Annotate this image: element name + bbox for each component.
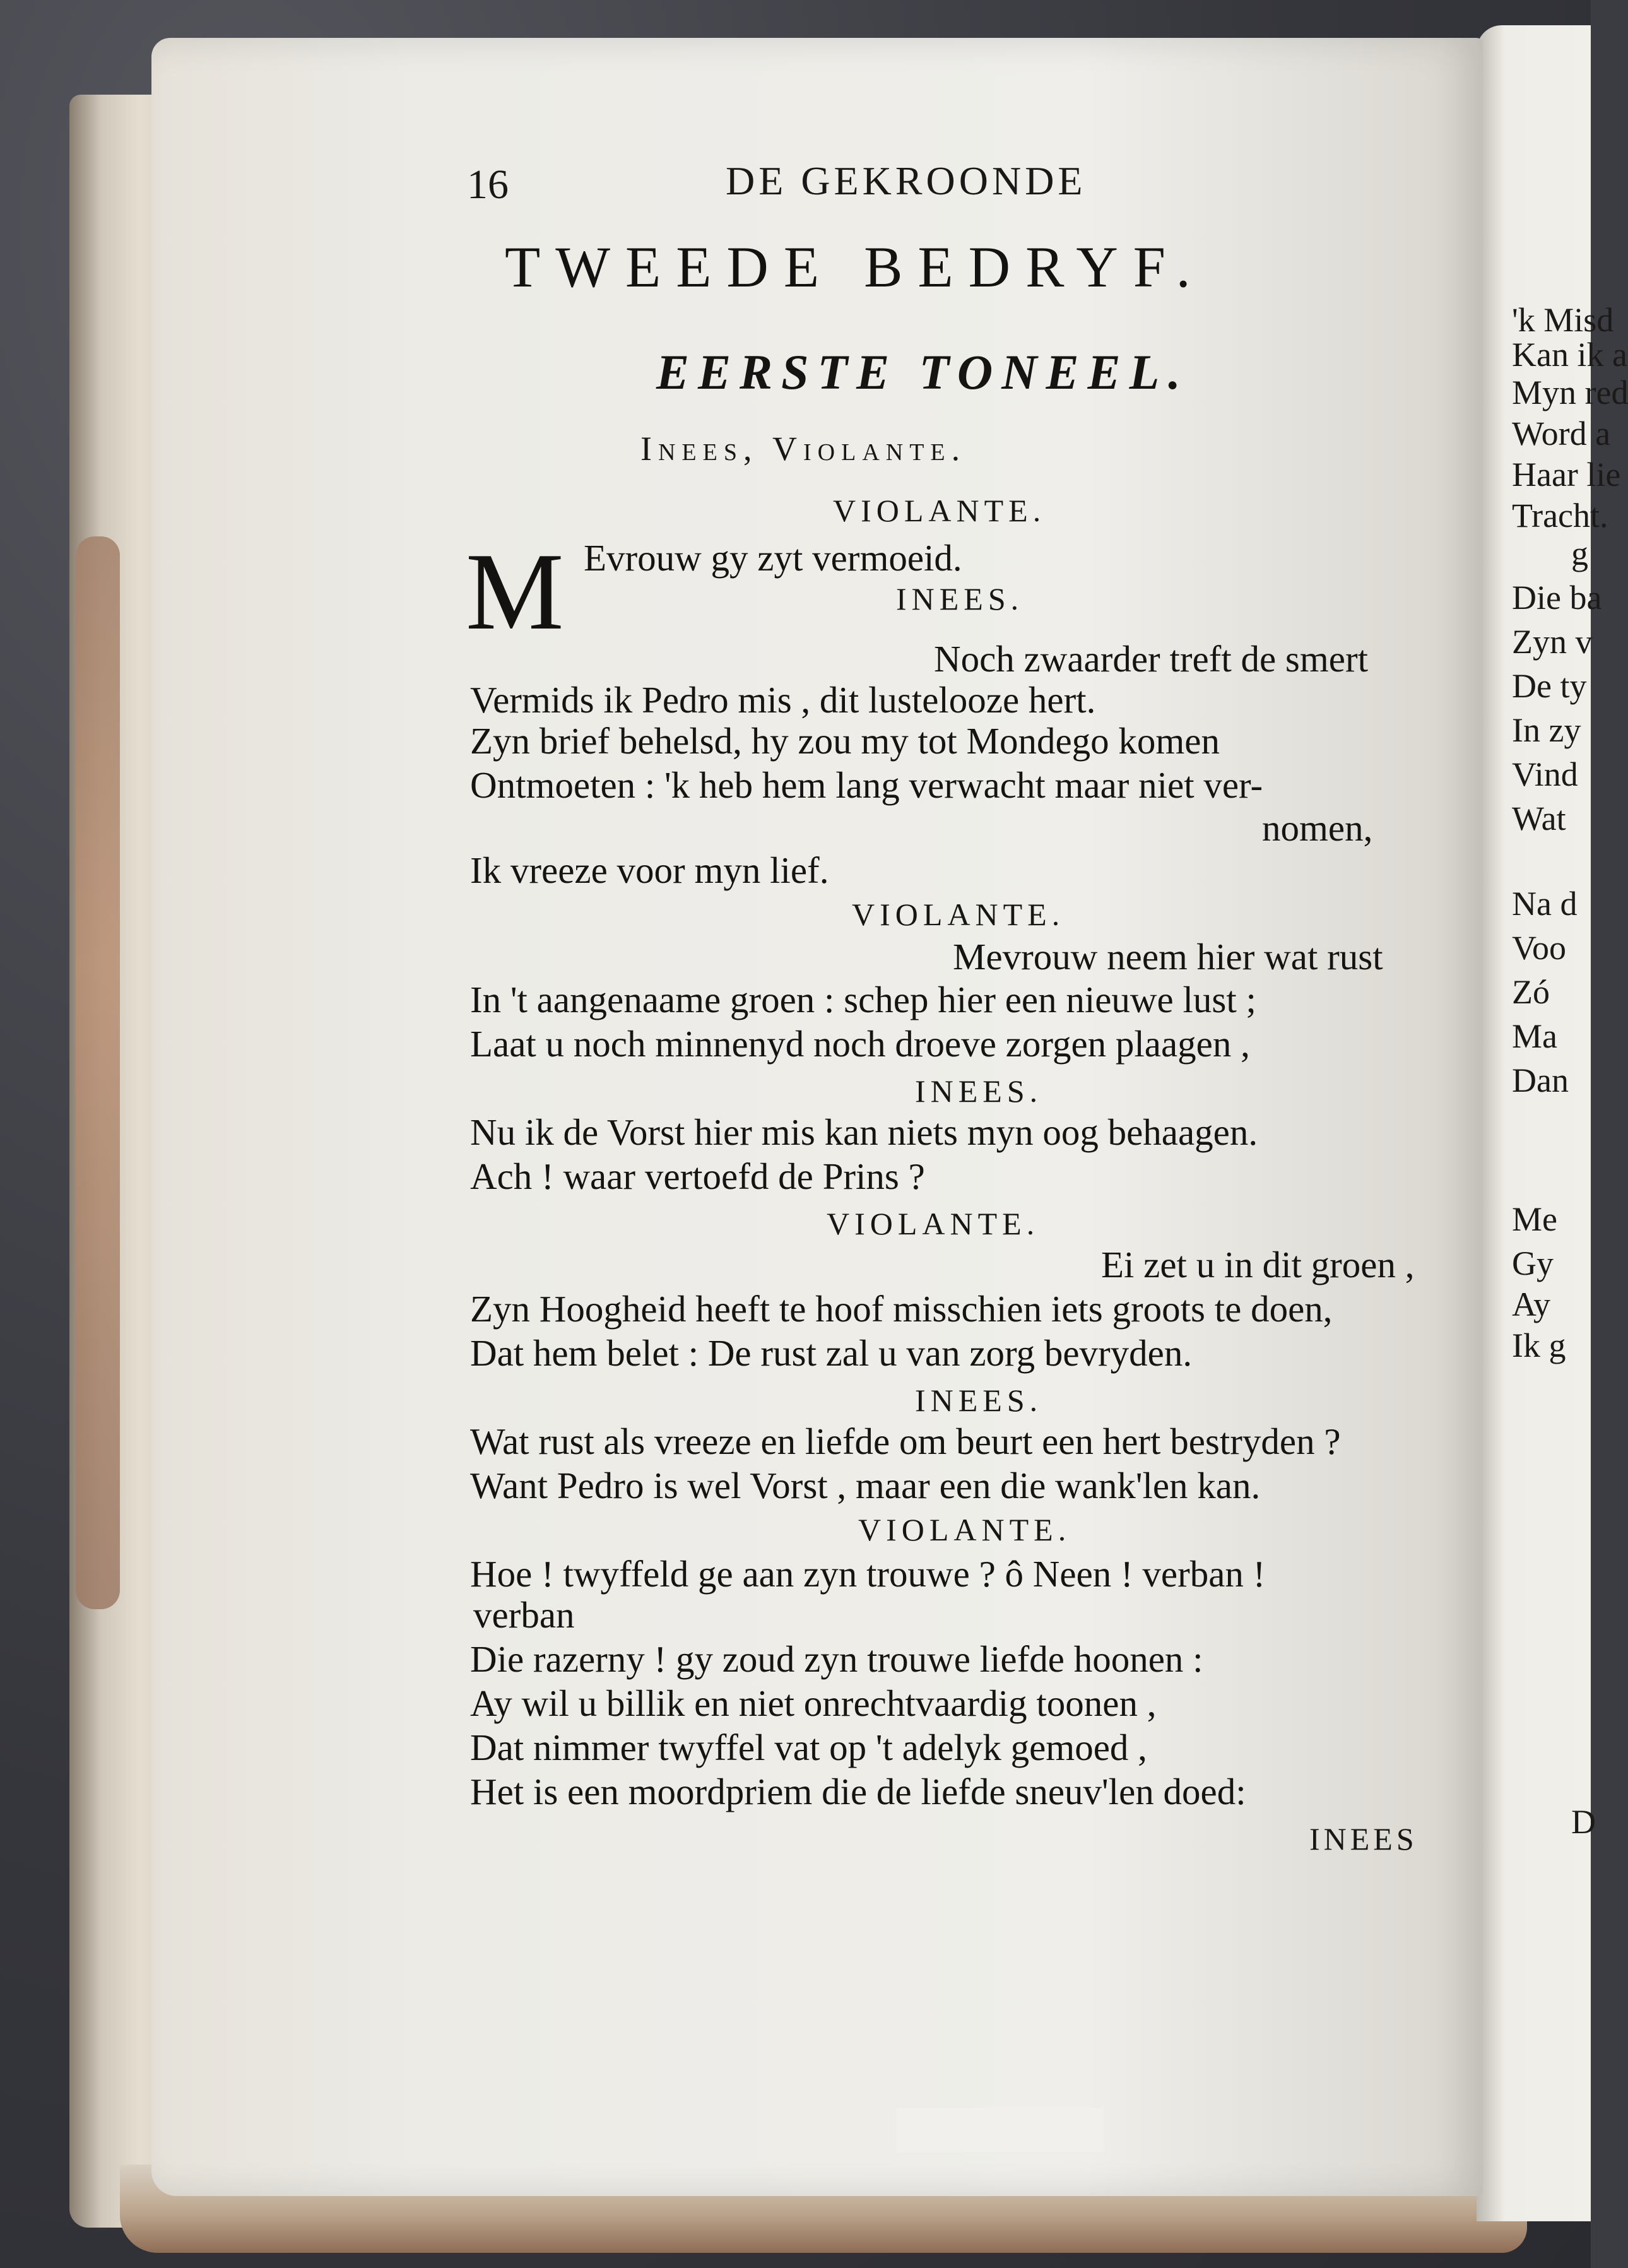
- verse-line: Wat rust als vreeze en liefde om beurt een hert bestryden ?: [470, 1420, 1341, 1462]
- verse-line: Vermids ik Pedro mis , dit lustelooze hert.: [470, 679, 1096, 721]
- verse-line: Zyn Hoogheid heeft te hoof misschien iets groots te doen,: [470, 1288, 1333, 1330]
- right-page-fragment: Ay: [1512, 1285, 1551, 1323]
- right-page-fragment: Zó: [1512, 973, 1550, 1011]
- act-title: TWEEDE BEDRYF.: [505, 235, 1206, 299]
- right-page: [1477, 25, 1628, 2221]
- right-page-fragment: Me: [1512, 1200, 1557, 1238]
- right-page-fragment: Na d: [1512, 885, 1578, 923]
- verse-line: Ach ! waar vertoefd de Prins ?: [470, 1155, 925, 1197]
- right-page-fragment: Zyn v: [1512, 623, 1593, 661]
- verse-line: In 't aangenaame groen : schep hier een nieuwe lust ;: [470, 979, 1256, 1020]
- right-page-fragment: Dan: [1512, 1061, 1569, 1099]
- verse-line: Zyn brief behelsd, hy zou my tot Mondego komen: [470, 720, 1220, 762]
- verse-line: Dat nimmer twyffel vat op 't adelyk gemoed ,: [470, 1727, 1147, 1768]
- right-page-fragment: Ma: [1512, 1017, 1557, 1055]
- verse-line: Dat hem belet : De rust zal u van zorg bevryden.: [470, 1332, 1193, 1374]
- page-number: 16: [467, 162, 509, 208]
- right-page-fragment: 'k Misd: [1512, 301, 1614, 339]
- speaker-name: VIOLANTE.: [858, 1512, 1071, 1547]
- paper-strip: [896, 2108, 1104, 2152]
- scene-title: EERSTE TONEEL.: [656, 345, 1189, 399]
- speaker-name: INEES.: [915, 1073, 1043, 1109]
- verse-line: Want Pedro is wel Vorst , maar een die wank'len kan.: [470, 1465, 1261, 1506]
- verse-line: Mevrouw neem hier wat rust: [953, 936, 1383, 977]
- catchword: INEES: [1309, 1821, 1418, 1857]
- verse-line: Evrouw gy zyt vermoeid.: [584, 537, 962, 579]
- right-page-fragment: D: [1571, 1803, 1596, 1841]
- verse-line: Ik vreeze voor myn lief.: [470, 849, 829, 891]
- running-head: DE GEKROONDE: [726, 158, 1087, 203]
- verse-line: Hoe ! twyffeld ge aan zyn trouwe ? ô Neen ! verban !: [470, 1553, 1266, 1595]
- right-page-fragment: Gy: [1512, 1244, 1554, 1282]
- right-page-fragment: Tracht.: [1512, 497, 1608, 535]
- right-page-fragment: De ty: [1512, 667, 1587, 705]
- speaker-name: VIOLANTE.: [852, 897, 1065, 932]
- speaker-name: INEES.: [896, 581, 1024, 617]
- verse-line: Ay wil u billik en niet onrechtvaardig toonen ,: [470, 1682, 1157, 1724]
- verse-line: Laat u noch minnenyd noch droeve zorgen plaagen ,: [470, 1023, 1250, 1065]
- verse-line: Noch zwaarder treft de smert: [934, 638, 1368, 680]
- verse-line: Ei zet u in dit groen ,: [1101, 1244, 1415, 1285]
- right-page-fragment: Voo: [1512, 929, 1567, 967]
- verse-line: Het is een moordpriem die de liefde sneuv'len doed:: [470, 1771, 1246, 1812]
- right-page-fragment: Kan ik a: [1512, 336, 1627, 374]
- verse-line: nomen,: [1262, 807, 1373, 849]
- right-page-fragment: Ik g: [1512, 1326, 1566, 1364]
- speaker-name: VIOLANTE.: [827, 1206, 1040, 1241]
- cast-list: Inees, Violante.: [640, 430, 967, 468]
- right-page-fragment: Haar lie: [1512, 456, 1621, 493]
- right-page-fragment: Myn red: [1512, 374, 1628, 411]
- speaker-name: INEES.: [915, 1383, 1043, 1418]
- verse-line: Die razerny ! gy zoud zyn trouwe liefde hoonen :: [470, 1638, 1203, 1680]
- verse-line: Nu ik de Vorst hier mis kan niets myn oog behaagen.: [470, 1111, 1258, 1153]
- right-page-fragment: Word a: [1512, 415, 1611, 452]
- right-page-fragment: g: [1571, 535, 1588, 572]
- verse-line: Ontmoeten : 'k heb hem lang verwacht maar niet ver-: [470, 764, 1263, 806]
- verse-line: verban: [473, 1594, 575, 1636]
- right-page-fragment: Vind: [1512, 755, 1578, 793]
- right-page-fragment: Wat: [1512, 800, 1566, 837]
- edge-stain: [76, 536, 120, 1609]
- right-page-fragment: Die ba: [1512, 579, 1602, 617]
- right-page-fragment: In zy: [1512, 711, 1581, 749]
- drop-cap: M: [466, 530, 564, 653]
- speaker-name: VIOLANTE.: [833, 493, 1046, 528]
